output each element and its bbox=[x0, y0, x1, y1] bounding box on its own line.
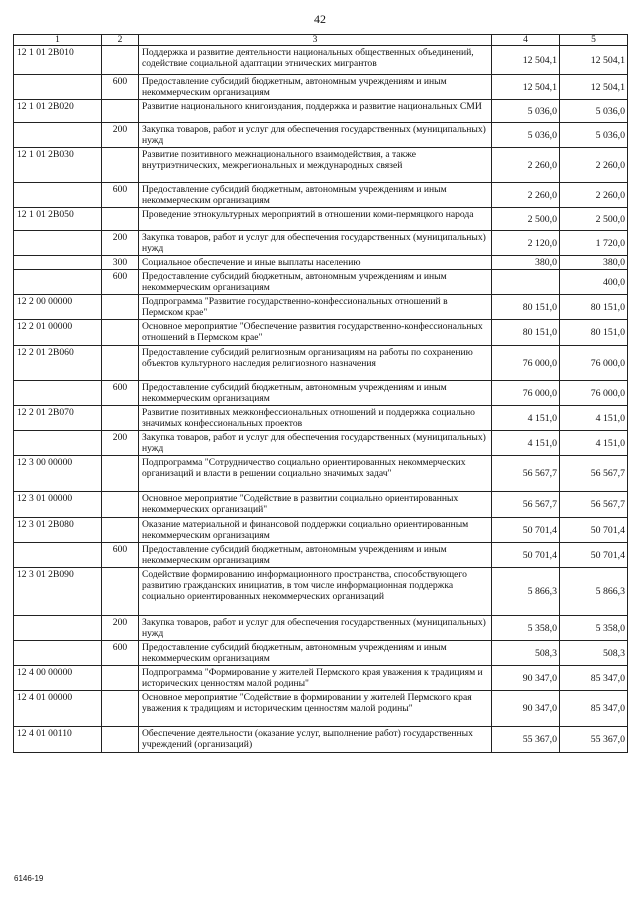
table-row bbox=[14, 543, 628, 568]
row-code: 12 3 01 00000 bbox=[14, 492, 102, 518]
row-name: Закупка товаров, работ и услуг для обеспечения государственных (муниципальных) нужд bbox=[139, 231, 492, 256]
row-amount-2: 5 036,0 bbox=[560, 123, 628, 148]
table-row bbox=[14, 406, 628, 431]
row-code bbox=[14, 75, 102, 100]
row-name: Предоставление субсидий бюджетным, автономным учреждениям и иным некоммерческим организациям bbox=[139, 381, 492, 406]
footer-code: 6146-19 bbox=[14, 874, 44, 883]
row-code bbox=[14, 431, 102, 456]
table-row bbox=[14, 123, 628, 148]
table-row bbox=[14, 641, 628, 666]
row-expense-type: 600 bbox=[102, 183, 139, 208]
row-amount-2: 80 151,0 bbox=[560, 295, 628, 320]
table-row bbox=[14, 183, 628, 208]
row-name: Основное мероприятие "Содействие в формировании у жителей Пермского края уважения к традициям и историческим ценностям малой родины" bbox=[139, 691, 492, 727]
row-expense-type bbox=[102, 456, 139, 492]
row-amount-2: 400,0 bbox=[560, 270, 628, 295]
row-name: Развитие позитивных межконфессиональных отношений и поддержка социально значимых конфессиональных проектов bbox=[139, 406, 492, 431]
row-code: 12 2 01 2В060 bbox=[14, 346, 102, 381]
table-row bbox=[14, 256, 628, 270]
row-expense-type: 200 bbox=[102, 616, 139, 641]
row-name: Оказание материальной и финансовой поддержки социально ориентированным некоммерческим организациям bbox=[139, 518, 492, 543]
row-name: Подпрограмма "Развитие государственно-конфессиональных отношений в Пермском крае" bbox=[139, 295, 492, 320]
row-expense-type: 300 bbox=[102, 256, 139, 270]
column-header: 2 bbox=[102, 35, 139, 46]
row-amount-1: 380,0 bbox=[492, 256, 560, 270]
row-code: 12 1 01 2В050 bbox=[14, 208, 102, 231]
row-code: 12 4 01 00000 bbox=[14, 691, 102, 727]
row-expense-type bbox=[102, 666, 139, 691]
table-row bbox=[14, 231, 628, 256]
row-code bbox=[14, 543, 102, 568]
table-row bbox=[14, 100, 628, 123]
row-code bbox=[14, 381, 102, 406]
row-expense-type bbox=[102, 492, 139, 518]
column-header: 5 bbox=[560, 35, 628, 46]
row-name: Закупка товаров, работ и услуг для обеспечения государственных (муниципальных) нужд bbox=[139, 431, 492, 456]
row-amount-1: 12 504,1 bbox=[492, 75, 560, 100]
row-amount-1: 2 500,0 bbox=[492, 208, 560, 231]
table-row bbox=[14, 616, 628, 641]
row-amount-1: 80 151,0 bbox=[492, 295, 560, 320]
row-expense-type bbox=[102, 346, 139, 381]
row-expense-type: 200 bbox=[102, 123, 139, 148]
row-amount-2: 4 151,0 bbox=[560, 431, 628, 456]
row-amount-2: 56 567,7 bbox=[560, 492, 628, 518]
row-expense-type bbox=[102, 208, 139, 231]
row-amount-2: 56 567,7 bbox=[560, 456, 628, 492]
row-name: Закупка товаров, работ и услуг для обеспечения государственных (муниципальных) нужд bbox=[139, 616, 492, 641]
row-amount-2: 50 701,4 bbox=[560, 518, 628, 543]
row-code bbox=[14, 270, 102, 295]
row-amount-2: 55 367,0 bbox=[560, 727, 628, 753]
row-name: Содействие формированию информационного пространства, способствующего развитию гражданских инициатив, в том числе информационная поддержка социально ориентированных некоммерческих организаций bbox=[139, 568, 492, 616]
row-code bbox=[14, 183, 102, 208]
row-amount-2: 5 036,0 bbox=[560, 100, 628, 123]
row-expense-type bbox=[102, 148, 139, 183]
row-expense-type bbox=[102, 518, 139, 543]
row-name: Закупка товаров, работ и услуг для обеспечения государственных (муниципальных) нужд bbox=[139, 123, 492, 148]
row-amount-1: 4 151,0 bbox=[492, 406, 560, 431]
row-expense-type bbox=[102, 100, 139, 123]
row-expense-type: 200 bbox=[102, 431, 139, 456]
row-amount-1: 76 000,0 bbox=[492, 381, 560, 406]
table-row bbox=[14, 456, 628, 492]
row-code bbox=[14, 231, 102, 256]
row-expense-type: 600 bbox=[102, 270, 139, 295]
column-header: 1 bbox=[14, 35, 102, 46]
row-amount-2: 85 347,0 bbox=[560, 666, 628, 691]
row-amount-1: 2 120,0 bbox=[492, 231, 560, 256]
table-row bbox=[14, 518, 628, 543]
row-amount-1: 90 347,0 bbox=[492, 691, 560, 727]
row-expense-type: 600 bbox=[102, 75, 139, 100]
row-expense-type: 600 bbox=[102, 641, 139, 666]
row-code: 12 3 01 2В080 bbox=[14, 518, 102, 543]
row-code bbox=[14, 123, 102, 148]
table-row bbox=[14, 431, 628, 456]
column-header: 4 bbox=[492, 35, 560, 46]
row-amount-1: 508,3 bbox=[492, 641, 560, 666]
table-row bbox=[14, 381, 628, 406]
row-amount-2: 85 347,0 bbox=[560, 691, 628, 727]
row-amount-2: 2 500,0 bbox=[560, 208, 628, 231]
table-row bbox=[14, 208, 628, 231]
row-amount-1: 5 036,0 bbox=[492, 123, 560, 148]
table-row bbox=[14, 346, 628, 381]
row-amount-1: 5 358,0 bbox=[492, 616, 560, 641]
row-expense-type: 600 bbox=[102, 381, 139, 406]
row-amount-2: 80 151,0 bbox=[560, 320, 628, 346]
row-expense-type bbox=[102, 295, 139, 320]
row-amount-2: 1 720,0 bbox=[560, 231, 628, 256]
row-name: Предоставление субсидий бюджетным, автономным учреждениям и иным некоммерческим организациям bbox=[139, 183, 492, 208]
table-row bbox=[14, 568, 628, 616]
row-amount-1 bbox=[492, 270, 560, 295]
row-name: Предоставление субсидий религиозным организациям на работы по сохранению объектов культурного наследия религиозного назначения bbox=[139, 346, 492, 381]
row-amount-2: 5 358,0 bbox=[560, 616, 628, 641]
row-name: Подпрограмма "Формирование у жителей Пермского края уважения к традициям и исторических ценностям малой родины" bbox=[139, 666, 492, 691]
row-amount-1: 5 036,0 bbox=[492, 100, 560, 123]
row-code bbox=[14, 616, 102, 641]
row-amount-2: 50 701,4 bbox=[560, 543, 628, 568]
table-row bbox=[14, 148, 628, 183]
row-code: 12 2 01 2В070 bbox=[14, 406, 102, 431]
row-amount-2: 12 504,1 bbox=[560, 75, 628, 100]
table-row bbox=[14, 320, 628, 346]
table-body bbox=[14, 46, 628, 753]
row-code: 12 1 01 2В010 bbox=[14, 46, 102, 75]
row-expense-type bbox=[102, 406, 139, 431]
row-amount-1: 4 151,0 bbox=[492, 431, 560, 456]
row-amount-1: 12 504,1 bbox=[492, 46, 560, 75]
row-expense-type bbox=[102, 691, 139, 727]
row-expense-type bbox=[102, 320, 139, 346]
row-name: Обеспечение деятельности (оказание услуг, выполнение работ) государственных учреждений (организаций) bbox=[139, 727, 492, 753]
row-code: 12 2 00 00000 bbox=[14, 295, 102, 320]
row-amount-1: 80 151,0 bbox=[492, 320, 560, 346]
table-row bbox=[14, 295, 628, 320]
row-name: Основное мероприятие "Обеспечение развития государственно-конфессиональных отношений в Пермском крае" bbox=[139, 320, 492, 346]
row-code: 12 1 01 2В030 bbox=[14, 148, 102, 183]
row-amount-2: 5 866,3 bbox=[560, 568, 628, 616]
row-code bbox=[14, 641, 102, 666]
row-amount-1: 2 260,0 bbox=[492, 183, 560, 208]
row-expense-type bbox=[102, 727, 139, 753]
row-name: Предоставление субсидий бюджетным, автономным учреждениям и иным некоммерческим организациям bbox=[139, 641, 492, 666]
row-amount-1: 55 367,0 bbox=[492, 727, 560, 753]
row-amount-1: 50 701,4 bbox=[492, 518, 560, 543]
row-code: 12 4 01 00110 bbox=[14, 727, 102, 753]
table-row bbox=[14, 270, 628, 295]
row-amount-1: 56 567,7 bbox=[492, 492, 560, 518]
table-header-row bbox=[14, 35, 628, 46]
column-header: 3 bbox=[139, 35, 492, 46]
table-row bbox=[14, 691, 628, 727]
row-name: Предоставление субсидий бюджетным, автономным учреждениям и иным некоммерческим организациям bbox=[139, 270, 492, 295]
row-code: 12 3 01 2В090 bbox=[14, 568, 102, 616]
row-code: 12 2 01 00000 bbox=[14, 320, 102, 346]
row-amount-1: 5 866,3 bbox=[492, 568, 560, 616]
row-name: Предоставление субсидий бюджетным, автономным учреждениям и иным некоммерческим организациям bbox=[139, 543, 492, 568]
row-amount-1: 50 701,4 bbox=[492, 543, 560, 568]
table-row bbox=[14, 492, 628, 518]
page-number: 42 bbox=[314, 12, 326, 26]
row-name: Проведение этнокультурных мероприятий в отношении коми-пермяцкого народа bbox=[139, 208, 492, 231]
budget-table bbox=[13, 34, 628, 753]
row-amount-1: 56 567,7 bbox=[492, 456, 560, 492]
row-code bbox=[14, 256, 102, 270]
row-amount-1: 2 260,0 bbox=[492, 148, 560, 183]
row-amount-2: 2 260,0 bbox=[560, 148, 628, 183]
row-amount-2: 2 260,0 bbox=[560, 183, 628, 208]
row-amount-1: 76 000,0 bbox=[492, 346, 560, 381]
row-amount-2: 76 000,0 bbox=[560, 346, 628, 381]
table-row bbox=[14, 46, 628, 75]
row-name: Поддержка и развитие деятельности национальных общественных объединений, содействие социальной адаптации этнических мигрантов bbox=[139, 46, 492, 75]
table-row bbox=[14, 727, 628, 753]
row-amount-2: 508,3 bbox=[560, 641, 628, 666]
row-code: 12 4 00 00000 bbox=[14, 666, 102, 691]
row-expense-type: 600 bbox=[102, 543, 139, 568]
row-expense-type bbox=[102, 568, 139, 616]
table-row bbox=[14, 666, 628, 691]
row-code: 12 1 01 2В020 bbox=[14, 100, 102, 123]
row-amount-2: 76 000,0 bbox=[560, 381, 628, 406]
row-expense-type: 200 bbox=[102, 231, 139, 256]
row-code: 12 3 00 00000 bbox=[14, 456, 102, 492]
row-name: Развитие позитивного межнационального взаимодействия, а также внутриэтнических, межрегиональных и международных связей bbox=[139, 148, 492, 183]
row-name: Социальное обеспечение и иные выплаты населению bbox=[139, 256, 492, 270]
row-name: Подпрограмма "Сотрудничество социально ориентированных некоммерческих организаций и власти в решении социально значимых задач" bbox=[139, 456, 492, 492]
row-amount-1: 90 347,0 bbox=[492, 666, 560, 691]
row-amount-2: 380,0 bbox=[560, 256, 628, 270]
row-name: Предоставление субсидий бюджетным, автономным учреждениям и иным некоммерческим организациям bbox=[139, 75, 492, 100]
row-name: Основное мероприятие "Содействие в развитии социально ориентированных некоммерческих организаций" bbox=[139, 492, 492, 518]
row-amount-2: 12 504,1 bbox=[560, 46, 628, 75]
table-row bbox=[14, 75, 628, 100]
row-name: Развитие национального книгоиздания, поддержка и развитие национальных СМИ bbox=[139, 100, 492, 123]
row-expense-type bbox=[102, 46, 139, 75]
row-amount-2: 4 151,0 bbox=[560, 406, 628, 431]
